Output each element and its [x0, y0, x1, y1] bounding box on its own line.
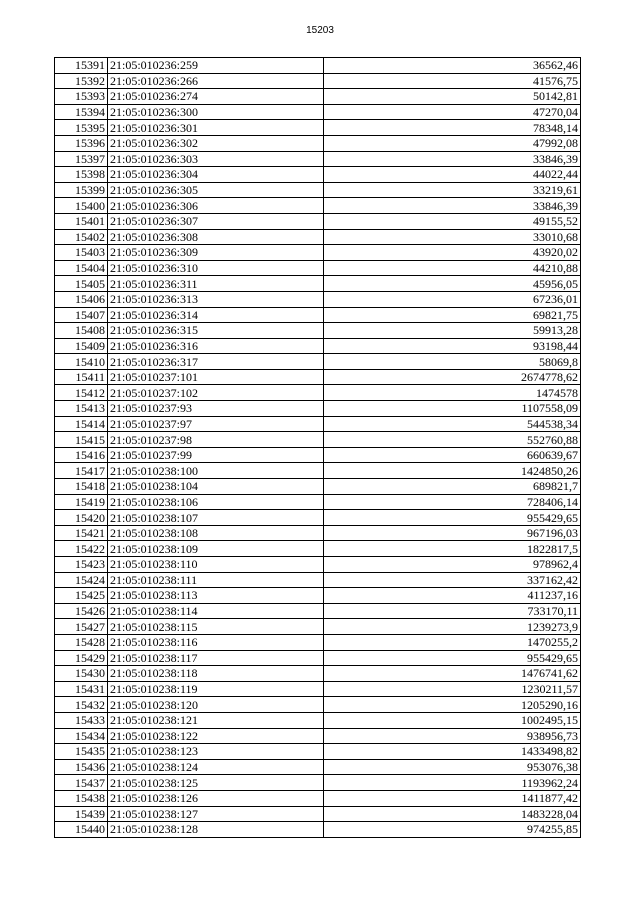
table-row	[55, 167, 581, 183]
row-number-cell: 15397	[55, 151, 108, 167]
cadastral-value-cell: 33010,68	[324, 229, 581, 245]
cadastral-number-cell: 21:05:010238:109	[108, 541, 324, 557]
cadastral-value-cell: 78348,14	[324, 120, 581, 136]
row-number-cell: 15418	[55, 479, 108, 495]
table-row	[55, 822, 581, 838]
cadastral-number-cell: 21:05:010237:93	[108, 401, 324, 417]
cadastral-value-cell: 552760,88	[324, 432, 581, 448]
cadastral-value-cell: 411237,16	[324, 588, 581, 604]
cadastral-number-cell: 21:05:010236:309	[108, 245, 324, 261]
cadastral-value-cell: 967196,03	[324, 525, 581, 541]
cadastral-number-cell: 21:05:010236:301	[108, 120, 324, 136]
table-row	[55, 666, 581, 682]
table-row	[55, 463, 581, 479]
table-row	[55, 73, 581, 89]
table-row	[55, 338, 581, 354]
cadastral-number-cell: 21:05:010236:313	[108, 291, 324, 307]
cadastral-number-cell: 21:05:010236:310	[108, 260, 324, 276]
cadastral-value-cell: 59913,28	[324, 323, 581, 339]
cadastral-value-cell: 1107558,09	[324, 401, 581, 417]
cadastral-value-cell: 974255,85	[324, 822, 581, 838]
cadastral-value-cell: 69821,75	[324, 307, 581, 323]
cadastral-value-cell: 544538,34	[324, 416, 581, 432]
row-number-cell: 15414	[55, 416, 108, 432]
page-number: 15203	[306, 25, 334, 36]
cadastral-value-cell: 49155,52	[324, 213, 581, 229]
cadastral-number-cell: 21:05:010236:302	[108, 135, 324, 151]
cadastral-value-cell: 1193962,24	[324, 775, 581, 791]
table-row	[55, 634, 581, 650]
row-number-cell: 15421	[55, 525, 108, 541]
row-number-cell: 15426	[55, 603, 108, 619]
cadastral-number-cell: 21:05:010236:274	[108, 89, 324, 105]
row-number-cell: 15392	[55, 73, 108, 89]
cadastral-number-cell: 21:05:010238:107	[108, 510, 324, 526]
cadastral-number-cell: 21:05:010238:124	[108, 759, 324, 775]
cadastral-number-cell: 21:05:010238:125	[108, 775, 324, 791]
table-row	[55, 369, 581, 385]
cadastral-value-cell: 689821,7	[324, 479, 581, 495]
row-number-cell: 15405	[55, 276, 108, 292]
cadastral-number-cell: 21:05:010236:311	[108, 276, 324, 292]
cadastral-number-cell: 21:05:010238:119	[108, 681, 324, 697]
cadastral-number-cell: 21:05:010236:304	[108, 167, 324, 183]
row-number-cell: 15406	[55, 291, 108, 307]
cadastral-value-cell: 2674778,62	[324, 369, 581, 385]
table-row	[55, 650, 581, 666]
cadastral-number-cell: 21:05:010238:113	[108, 588, 324, 604]
table-row	[55, 120, 581, 136]
cadastral-number-cell: 21:05:010238:118	[108, 666, 324, 682]
cadastral-value-cell: 733170,11	[324, 603, 581, 619]
cadastral-value-cell: 955429,65	[324, 510, 581, 526]
table-row	[55, 525, 581, 541]
cadastral-number-cell: 21:05:010238:111	[108, 572, 324, 588]
row-number-cell: 15436	[55, 759, 108, 775]
table-row	[55, 416, 581, 432]
row-number-cell: 15402	[55, 229, 108, 245]
row-number-cell: 15429	[55, 650, 108, 666]
cadastral-value-cell: 1002495,15	[324, 712, 581, 728]
cadastral-value-cell: 1470255,2	[324, 634, 581, 650]
cadastral-number-cell: 21:05:010238:127	[108, 806, 324, 822]
cadastral-value-cell: 938956,73	[324, 728, 581, 744]
cadastral-number-cell: 21:05:010238:120	[108, 697, 324, 713]
cadastral-value-cell: 1474578	[324, 385, 581, 401]
cadastral-number-cell: 21:05:010237:102	[108, 385, 324, 401]
row-number-cell: 15435	[55, 744, 108, 760]
cadastral-number-cell: 21:05:010238:115	[108, 619, 324, 635]
cadastral-number-cell: 21:05:010238:116	[108, 634, 324, 650]
row-number-cell: 15401	[55, 213, 108, 229]
cadastral-number-cell: 21:05:010236:305	[108, 182, 324, 198]
table-row	[55, 494, 581, 510]
cadastral-value-cell: 1822817,5	[324, 541, 581, 557]
cadastral-number-cell: 21:05:010238:114	[108, 603, 324, 619]
cadastral-value-cell: 33219,61	[324, 182, 581, 198]
cadastral-value-cell: 33846,39	[324, 151, 581, 167]
cadastral-number-cell: 21:05:010236:300	[108, 104, 324, 120]
cadastral-value-cell: 1476741,62	[324, 666, 581, 682]
table-row	[55, 135, 581, 151]
table-row	[55, 588, 581, 604]
row-number-cell: 15396	[55, 135, 108, 151]
row-number-cell: 15437	[55, 775, 108, 791]
cadastral-value-cell: 58069,8	[324, 354, 581, 370]
row-number-cell: 15433	[55, 712, 108, 728]
cadastral-value-cell: 1411877,42	[324, 790, 581, 806]
table-row	[55, 291, 581, 307]
cadastral-value-cell: 36562,46	[324, 58, 581, 74]
table-row	[55, 151, 581, 167]
cadastral-number-cell: 21:05:010238:110	[108, 557, 324, 573]
row-number-cell: 15409	[55, 338, 108, 354]
row-number-cell: 15439	[55, 806, 108, 822]
table-row	[55, 806, 581, 822]
row-number-cell: 15420	[55, 510, 108, 526]
row-number-cell: 15415	[55, 432, 108, 448]
table-row	[55, 541, 581, 557]
cadastral-number-cell: 21:05:010238:104	[108, 479, 324, 495]
row-number-cell: 15424	[55, 572, 108, 588]
row-number-cell: 15395	[55, 120, 108, 136]
row-number-cell: 15410	[55, 354, 108, 370]
table-row	[55, 790, 581, 806]
table-row	[55, 712, 581, 728]
cadastral-value-cell: 41576,75	[324, 73, 581, 89]
cadastral-value-cell: 33846,39	[324, 198, 581, 214]
row-number-cell: 15438	[55, 790, 108, 806]
row-number-cell: 15422	[55, 541, 108, 557]
row-number-cell: 15419	[55, 494, 108, 510]
row-number-cell: 15425	[55, 588, 108, 604]
row-number-cell: 15427	[55, 619, 108, 635]
table-row	[55, 182, 581, 198]
cadastral-number-cell: 21:05:010236:259	[108, 58, 324, 74]
cadastral-number-cell: 21:05:010236:307	[108, 213, 324, 229]
table-row	[55, 276, 581, 292]
table-row	[55, 728, 581, 744]
cadastral-number-cell: 21:05:010238:106	[108, 494, 324, 510]
row-number-cell: 15412	[55, 385, 108, 401]
row-number-cell: 15404	[55, 260, 108, 276]
row-number-cell: 15408	[55, 323, 108, 339]
row-number-cell: 15416	[55, 447, 108, 463]
cadastral-value-cell: 660639,67	[324, 447, 581, 463]
table-row	[55, 697, 581, 713]
cadastral-number-cell: 21:05:010238:123	[108, 744, 324, 760]
cadastral-number-cell: 21:05:010238:122	[108, 728, 324, 744]
table-row	[55, 354, 581, 370]
cadastral-number-cell: 21:05:010236:303	[108, 151, 324, 167]
cadastral-value-cell: 1230211,57	[324, 681, 581, 697]
cadastral-value-cell: 1424850,26	[324, 463, 581, 479]
cadastral-value-cell: 47992,08	[324, 135, 581, 151]
table-row	[55, 447, 581, 463]
table-row	[55, 104, 581, 120]
table-row	[55, 572, 581, 588]
cadastral-number-cell: 21:05:010236:316	[108, 338, 324, 354]
cadastral-value-cell: 67236,01	[324, 291, 581, 307]
row-number-cell: 15393	[55, 89, 108, 105]
row-number-cell: 15398	[55, 167, 108, 183]
table-row	[55, 58, 581, 74]
cadastral-value-table	[54, 57, 581, 838]
table-row	[55, 479, 581, 495]
cadastral-number-cell: 21:05:010238:121	[108, 712, 324, 728]
table-row	[55, 385, 581, 401]
table-row	[55, 213, 581, 229]
cadastral-number-cell: 21:05:010237:98	[108, 432, 324, 448]
row-number-cell: 15432	[55, 697, 108, 713]
cadastral-value-cell: 1483228,04	[324, 806, 581, 822]
table-row	[55, 510, 581, 526]
table-row	[55, 681, 581, 697]
table-row	[55, 603, 581, 619]
cadastral-number-cell: 21:05:010237:99	[108, 447, 324, 463]
cadastral-value-cell: 953076,38	[324, 759, 581, 775]
row-number-cell: 15440	[55, 822, 108, 838]
cadastral-number-cell: 21:05:010238:108	[108, 525, 324, 541]
table-row	[55, 759, 581, 775]
cadastral-number-cell: 21:05:010236:308	[108, 229, 324, 245]
row-number-cell: 15423	[55, 557, 108, 573]
cadastral-number-cell: 21:05:010238:126	[108, 790, 324, 806]
cadastral-number-cell: 21:05:010238:117	[108, 650, 324, 666]
cadastral-value-cell: 1433498,82	[324, 744, 581, 760]
table-row	[55, 260, 581, 276]
table-row	[55, 744, 581, 760]
cadastral-value-cell: 728406,14	[324, 494, 581, 510]
row-number-cell: 15417	[55, 463, 108, 479]
row-number-cell: 15434	[55, 728, 108, 744]
cadastral-value-cell: 44210,88	[324, 260, 581, 276]
table-row	[55, 245, 581, 261]
table-row	[55, 89, 581, 105]
row-number-cell: 15411	[55, 369, 108, 385]
cadastral-number-cell: 21:05:010236:317	[108, 354, 324, 370]
table-row	[55, 557, 581, 573]
row-number-cell: 15400	[55, 198, 108, 214]
cadastral-value-cell: 47270,04	[324, 104, 581, 120]
cadastral-number-cell: 21:05:010236:306	[108, 198, 324, 214]
row-number-cell: 15431	[55, 681, 108, 697]
cadastral-number-cell: 21:05:010236:315	[108, 323, 324, 339]
table-row	[55, 401, 581, 417]
row-number-cell: 15428	[55, 634, 108, 650]
row-number-cell: 15403	[55, 245, 108, 261]
cadastral-value-cell: 43920,02	[324, 245, 581, 261]
cadastral-number-cell: 21:05:010238:100	[108, 463, 324, 479]
cadastral-number-cell: 21:05:010236:266	[108, 73, 324, 89]
row-number-cell: 15430	[55, 666, 108, 682]
table-body	[55, 58, 581, 838]
cadastral-value-cell: 337162,42	[324, 572, 581, 588]
table-row	[55, 619, 581, 635]
cadastral-number-cell: 21:05:010236:314	[108, 307, 324, 323]
table-row	[55, 307, 581, 323]
row-number-cell: 15399	[55, 182, 108, 198]
cadastral-value-cell: 93198,44	[324, 338, 581, 354]
table-row	[55, 323, 581, 339]
table-row	[55, 198, 581, 214]
table-row	[55, 775, 581, 791]
cadastral-value-cell: 45956,05	[324, 276, 581, 292]
table-row	[55, 432, 581, 448]
cadastral-value-cell: 44022,44	[324, 167, 581, 183]
row-number-cell: 15413	[55, 401, 108, 417]
cadastral-number-cell: 21:05:010237:97	[108, 416, 324, 432]
cadastral-number-cell: 21:05:010237:101	[108, 369, 324, 385]
row-number-cell: 15394	[55, 104, 108, 120]
row-number-cell: 15407	[55, 307, 108, 323]
cadastral-value-cell: 978962,4	[324, 557, 581, 573]
cadastral-value-cell: 1205290,16	[324, 697, 581, 713]
cadastral-value-cell: 1239273,9	[324, 619, 581, 635]
table-row	[55, 229, 581, 245]
row-number-cell: 15391	[55, 58, 108, 74]
cadastral-value-cell: 50142,81	[324, 89, 581, 105]
cadastral-number-cell: 21:05:010238:128	[108, 822, 324, 838]
cadastral-value-cell: 955429,65	[324, 650, 581, 666]
